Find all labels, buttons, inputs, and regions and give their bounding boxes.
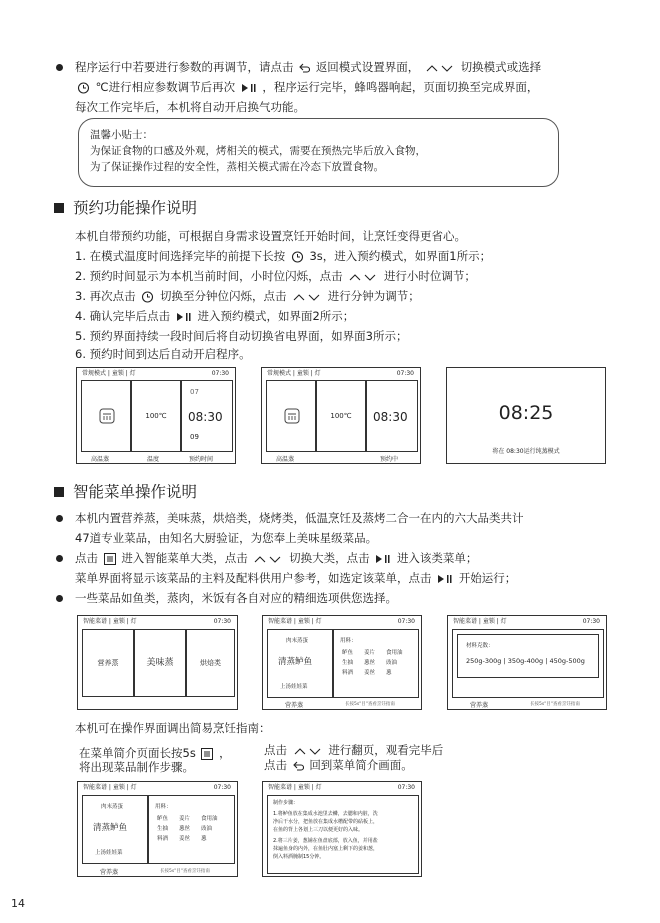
step-4 <box>75 306 354 326</box>
step-text: 进入预约模式，如界面2所示； <box>197 309 355 323</box>
intro-text: ，程序运行完毕，蜂鸣器响起，页面切换至完成界面， <box>262 80 539 94</box>
ingredient: 姜丝 <box>364 670 376 676</box>
step-3 <box>75 286 420 306</box>
section-marker <box>54 487 64 497</box>
menu-b1-l1: 本机内置营养蒸，美味蒸，烘焙类，烧烤类，低温烹饪及蒸烤二合一在内的六大品类共计 <box>75 511 524 525</box>
reserve-time: 08:30 <box>188 410 223 424</box>
step-6: 6. 预约时间到达后自动开启程序。 <box>75 347 251 361</box>
footer-hint: 长按5s"目"查看烹饪指南 <box>160 869 210 874</box>
prev-hour: 07 <box>190 388 199 396</box>
steps-panel <box>267 795 419 874</box>
step-text: 3s，进入预约模式，如界面1所示； <box>309 249 492 263</box>
clock: 07:30 <box>213 784 231 791</box>
step-line: 净后干水分，把鱼放在集成水槽配带的砧板上， <box>273 819 379 825</box>
bullet <box>56 595 63 602</box>
menu-b1-l2: 47道专业菜品，由知名大厨验证，为您奉上美味星级菜品。 <box>75 531 378 545</box>
weight-options[interactable]: 250g-300g | 350g-400g | 450g-500g <box>466 657 585 665</box>
ingredient: 料酒 <box>157 836 169 842</box>
mode-panel <box>266 380 316 452</box>
weight-title: 材料克数： <box>466 643 494 649</box>
guide-intro: 本机可在操作界面调出简易烹饪指南： <box>75 721 271 735</box>
guide-text: 在菜单简介页面长按5s <box>79 746 196 760</box>
ingredients-panel <box>333 629 419 698</box>
status-bar <box>262 368 420 380</box>
footer-hint: 长按5s"目"查看烹饪指南 <box>530 702 580 707</box>
ingredient: 豉油 <box>386 660 398 666</box>
clock: 07:30 <box>582 618 600 625</box>
intro-text: 返回模式设置界面， <box>315 60 420 74</box>
footer-label: 营养蒸 <box>470 702 489 709</box>
guide-text: ， <box>219 746 231 760</box>
guide-screen-steps <box>262 781 422 877</box>
step-5: 5. 预约界面持续一段时间后将自动切换省电界面，如界面3所示； <box>75 329 408 343</box>
ingredients-panel <box>148 795 235 864</box>
up-down-arrows-icon <box>253 555 283 563</box>
clock: 07:30 <box>213 618 231 625</box>
guide-left-2: 将出现菜品制作步骤。 <box>79 760 194 774</box>
tip-title: 温馨小贴士： <box>90 129 153 141</box>
intro-line-3: 每次工作完毕后，本机将自动开启换气功能。 <box>75 100 305 114</box>
section-marker <box>54 203 64 213</box>
step-text: 2. 预约时间显示为本机当前时间，小时位闪烁，点击 <box>75 269 343 283</box>
return-icon <box>293 761 304 771</box>
step-text: 4. 确认完毕后点击 <box>75 309 171 323</box>
category-panel <box>186 629 235 697</box>
menu-text: 菜单界面将显示该菜品的主料及配料供用户参考，如选定该菜单，点击 <box>75 571 432 585</box>
intro-line-2 <box>75 77 538 97</box>
guide-right-1 <box>264 743 443 758</box>
status-text: 常规模式 | 童锁 | 灯 <box>267 370 321 377</box>
menu-text: 进入智能菜单大类，点击 <box>121 551 248 565</box>
time-panel <box>181 380 233 452</box>
guide-text: 点击 <box>264 758 287 772</box>
weight-outer <box>452 629 604 698</box>
timer-icon <box>291 250 304 263</box>
status-text: 智能菜谱 | 童锁 | 灯 <box>453 618 507 625</box>
tab-label: 温度 <box>147 456 160 463</box>
clock: 07:30 <box>211 370 229 377</box>
clock: 07:30 <box>397 784 415 791</box>
intro-line-1 <box>75 57 541 77</box>
reserve-time: 08:30 <box>373 410 408 424</box>
ingredient: 生抽 <box>157 826 169 832</box>
timer-icon <box>77 81 90 94</box>
time-panel <box>366 380 418 452</box>
weight-panel <box>457 634 599 678</box>
step-text: 3. 再次点击 <box>75 289 136 303</box>
reservation-screen-2 <box>261 367 421 464</box>
status-text: 智能菜谱 | 童锁 | 灯 <box>268 618 322 625</box>
status-bar <box>77 368 235 380</box>
menu-text: 开始运行； <box>458 571 517 585</box>
tab-label: 高温蒸 <box>91 456 110 463</box>
play-pause-icon <box>241 83 257 93</box>
timer-icon <box>141 290 154 303</box>
up-down-arrows-icon <box>293 747 323 755</box>
dish-selected: 清蒸鲈鱼 <box>93 823 128 833</box>
ingredient: 姜片 <box>364 650 376 656</box>
category-panel <box>82 629 134 697</box>
reservation-screen-1 <box>76 367 236 464</box>
ingredient: 鲈鱼 <box>342 650 354 656</box>
menu-b3: 一些菜品如鱼类，蒸肉，米饭有各自对应的精细选项供您选择。 <box>75 591 397 605</box>
step-text: 进行分钟为调节； <box>327 289 420 303</box>
play-pause-icon <box>375 554 391 564</box>
status-text: 智能菜谱 | 童锁 | 灯 <box>83 618 137 625</box>
step-line: 在鱼的背上各划上三刀以便更好的入味。 <box>273 827 364 833</box>
dish-list <box>82 795 148 864</box>
menu-text: 点击 <box>75 551 98 565</box>
step-text: 切换至分钟位闪烁，点击 <box>159 289 287 303</box>
standby-note: 将在 08:30运行纯蒸模式 <box>492 448 560 455</box>
status-bar <box>263 782 421 794</box>
reservation-desc: 本机自带预约功能，可根据自身需求设置烹饪开始时间，让烹饪变得更省心。 <box>75 229 466 243</box>
page-number: 14 <box>11 897 25 910</box>
ingredient: 姜片 <box>179 816 191 822</box>
next-hour: 09 <box>190 433 199 441</box>
step-line: 2.将三片姜，葱铺在鱼盘底部，放入鱼，并用盐 <box>273 838 378 844</box>
dish-prev: 肉末蒸蛋 <box>101 804 124 810</box>
ingredient: 葱 <box>386 670 392 676</box>
reservation-screen-3 <box>446 367 606 464</box>
ingredient: 葱 <box>201 836 207 842</box>
dish-list <box>267 629 333 698</box>
menu-heading: 智能菜单操作说明 <box>73 483 198 501</box>
menu-screen-weight <box>447 615 607 710</box>
status-bar <box>78 616 237 628</box>
ingredient: 料酒 <box>342 670 354 676</box>
footer-label: 营养蒸 <box>285 702 304 709</box>
clock: 07:30 <box>396 370 414 377</box>
standby-time: 08:25 <box>498 402 554 424</box>
guide-screen-dish <box>77 781 238 877</box>
up-down-arrows-icon <box>425 64 455 72</box>
tab-label: 预约中 <box>380 456 399 463</box>
category-panel <box>134 629 186 697</box>
dish-next: 上汤娃娃菜 <box>280 684 308 690</box>
tip-line-2: 为了保证操作过程的安全性，蒸相关模式需在冷态下放置食物。 <box>90 161 384 173</box>
up-down-arrows-icon <box>292 293 322 301</box>
steam-icon <box>284 408 300 424</box>
mode-panel <box>81 380 131 452</box>
intro-text: 程序运行中若要进行参数的再调节，请点击 <box>75 60 294 74</box>
footer-label: 营养蒸 <box>100 869 119 876</box>
play-pause-icon <box>176 312 192 322</box>
status-text: 常规模式 | 童锁 | 灯 <box>82 370 136 377</box>
category-label: 烘焙类 <box>200 659 221 667</box>
guide-left-1 <box>79 746 231 761</box>
step-line: 倒入料酒腌制15分钟。 <box>273 854 325 860</box>
status-text: 智能菜谱 | 童锁 | 灯 <box>268 784 322 791</box>
temp-panel <box>131 380 181 452</box>
ingredient: 食用油 <box>201 816 218 822</box>
guide-right-2 <box>264 758 413 773</box>
step-text: 进行小时位调节； <box>383 269 476 283</box>
steam-icon <box>99 408 115 424</box>
tab-label: 高温蒸 <box>276 456 295 463</box>
bullet <box>56 555 63 562</box>
category-label: 营养蒸 <box>97 659 119 667</box>
menu-icon <box>201 748 213 760</box>
ingredient: 葱丝 <box>179 826 191 832</box>
menu-screen-categories <box>77 615 238 710</box>
steps-title: 制作步骤： <box>273 800 299 806</box>
category-label: 美味蒸 <box>146 658 174 668</box>
footer-hint: 长按5s"目"查看烹饪指南 <box>345 702 395 707</box>
menu-b2-l2 <box>75 568 516 588</box>
return-icon <box>299 63 310 73</box>
ingredient: 食用油 <box>386 650 403 656</box>
step-line: 抹遍鱼身的内外，在鱼肚内塞上剩下的姜和葱， <box>273 846 379 852</box>
menu-icon <box>104 553 116 565</box>
guide-text: 进行翻页，观看完毕后 <box>328 743 444 757</box>
reservation-heading: 预约功能操作说明 <box>73 199 198 217</box>
tab-label: 预约时间 <box>189 456 214 463</box>
ingredient: 葱丝 <box>364 660 376 666</box>
bullet <box>56 515 63 522</box>
status-bar <box>78 782 237 794</box>
clock: 07:30 <box>397 618 415 625</box>
dish-prev: 肉末蒸蛋 <box>286 638 309 644</box>
intro-text: 切换模式或选择 <box>460 60 542 74</box>
temp-panel <box>316 380 366 452</box>
temp-value: 100℃ <box>330 412 352 420</box>
step-2 <box>75 266 476 286</box>
intro-text: ℃进行相应参数调节后再次 <box>95 80 236 94</box>
menu-text: 进入该类菜单； <box>396 551 478 565</box>
guide-text: 回到菜单简介画面。 <box>309 758 413 772</box>
status-text: 智能菜谱 | 童锁 | 灯 <box>83 784 137 791</box>
tip-box <box>78 118 559 187</box>
ingredient: 姜丝 <box>179 836 191 842</box>
ingredients-title: 用料： <box>155 804 172 810</box>
tip-line-1: 为保证食物的口感及外观，烤相关的模式，需要在预热完毕后放入食物， <box>90 145 426 157</box>
step-line: 1.将鲈鱼放在集成水池里去鳞，去腮和内脏，洗 <box>273 811 378 817</box>
ingredient: 鲈鱼 <box>157 816 169 822</box>
ingredient: 生抽 <box>342 660 354 666</box>
ingredients-title: 用料： <box>340 638 357 644</box>
guide-text: 点击 <box>264 743 287 757</box>
step-1 <box>75 246 491 266</box>
up-down-arrows-icon <box>348 273 378 281</box>
bullet <box>56 64 63 71</box>
dish-next: 上汤娃娃菜 <box>95 850 123 856</box>
step-text: 1. 在模式温度时间选择完毕的前提下长按 <box>75 249 286 263</box>
temp-value: 100℃ <box>145 412 167 420</box>
dish-selected: 清蒸鲈鱼 <box>278 657 313 667</box>
ingredient: 豉油 <box>201 826 213 832</box>
status-bar <box>263 616 421 628</box>
menu-screen-dish <box>262 615 422 710</box>
play-pause-icon <box>437 574 453 584</box>
menu-text: 切换大类，点击 <box>289 551 370 565</box>
menu-b2-l1 <box>75 548 477 568</box>
status-bar <box>448 616 606 628</box>
